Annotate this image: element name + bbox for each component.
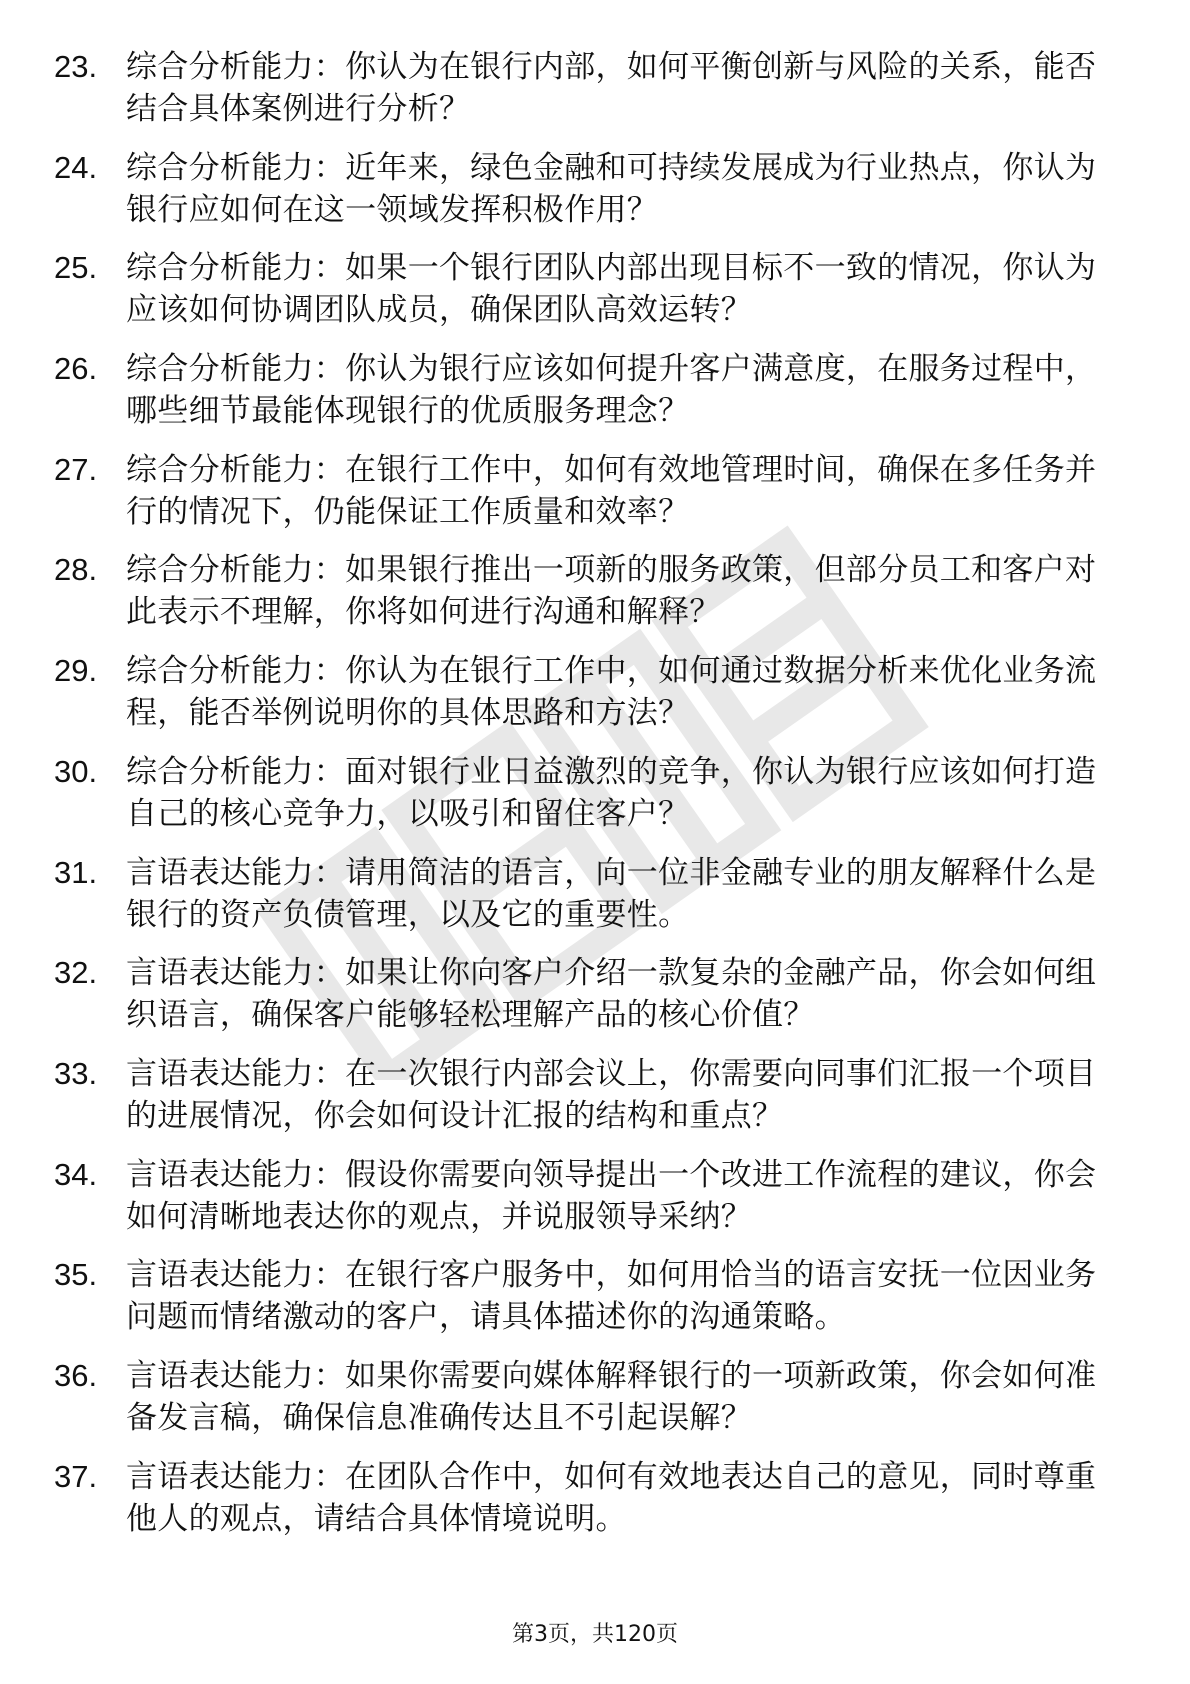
question-text: 综合分析能力：面对银行业日益激烈的竞争，你认为银行应该如何打造自己的核心竞争力，以吸引和留住客户？ — [126, 753, 1097, 832]
question-text: 言语表达能力：在团队合作中，如何有效地表达自己的意见，同时尊重他人的观点，请结合具体情境说明。 — [126, 1458, 1097, 1537]
question-text: 言语表达能力：如果你需要向媒体解释银行的一项新政策，你会如何准备发言稿，确保信息准确传达且不引起误解？ — [126, 1357, 1097, 1436]
question-number: 27. — [54, 451, 98, 487]
question-number: 36. — [54, 1357, 98, 1393]
question-text: 综合分析能力：如果一个银行团队内部出现目标不一致的情况，你认为应该如何协调团队成员，确保团队高效运转？ — [126, 250, 1097, 329]
question-item — [54, 46, 1114, 130]
question-item — [54, 1355, 1114, 1439]
question-number: 34. — [54, 1156, 98, 1192]
question-list — [54, 46, 1114, 1556]
question-number: 37. — [54, 1458, 98, 1494]
question-item — [54, 852, 1114, 936]
question-item — [54, 449, 1114, 533]
question-text: 综合分析能力：你认为在银行工作中，如何通过数据分析来优化业务流程，能否举例说明你的具体思路和方法？ — [126, 653, 1097, 732]
question-number: 28. — [54, 552, 98, 588]
question-item — [54, 348, 1114, 432]
page-footer: 第3页，共120页 — [512, 1622, 678, 1647]
question-text: 综合分析能力：近年来，绿色金融和可持续发展成为行业热点，你认为银行应如何在这一领域发挥积极作用？ — [126, 149, 1097, 228]
question-item — [54, 147, 1114, 231]
question-number: 24. — [54, 149, 98, 185]
question-text: 言语表达能力：如果让你向客户介绍一款复杂的金融产品，你会如何组织语言，确保客户能够轻松理解产品的核心价值？ — [126, 955, 1097, 1034]
question-item — [54, 751, 1114, 835]
question-text: 综合分析能力：在银行工作中，如何有效地管理时间，确保在多任务并行的情况下，仍能保证工作质量和效率？ — [126, 451, 1097, 530]
question-item — [54, 1254, 1114, 1338]
question-text: 言语表达能力：在一次银行内部会议上，你需要向同事们汇报一个项目的进展情况，你会如何设计汇报的结构和重点？ — [126, 1055, 1097, 1134]
question-text: 言语表达能力：在银行客户服务中，如何用恰当的语言安抚一位因业务问题而情绪激动的客户，请具体描述你的沟通策略。 — [126, 1257, 1097, 1336]
question-item — [54, 247, 1114, 331]
question-text: 言语表达能力：请用简洁的语言，向一位非金融专业的朋友解释什么是银行的资产负债管理，以及它的重要性。 — [126, 854, 1097, 933]
question-number: 26. — [54, 351, 98, 387]
question-number: 33. — [54, 1055, 98, 1091]
question-text: 综合分析能力：你认为在银行内部，如何平衡创新与风险的关系，能否结合具体案例进行分析？ — [126, 49, 1097, 127]
question-text: 综合分析能力：如果银行推出一项新的服务政策，但部分员工和客户对此表示不理解，你将如何进行沟通和解释？ — [126, 552, 1097, 631]
question-item — [54, 952, 1114, 1036]
question-item — [54, 1053, 1114, 1137]
question-item — [54, 549, 1114, 633]
question-number: 23. — [54, 49, 98, 84]
question-number: 32. — [54, 955, 98, 991]
question-number: 29. — [54, 653, 98, 689]
question-text: 言语表达能力：假设你需要向领导提出一个改进工作流程的建议，你会如何清晰地表达你的观点，并说服领导采纳？ — [126, 1156, 1097, 1235]
question-text: 综合分析能力：你认为银行应该如何提升客户满意度，在服务过程中，哪些细节最能体现银行的优质服务理念？ — [126, 351, 1097, 430]
question-item — [54, 1456, 1114, 1540]
question-number: 30. — [54, 753, 98, 789]
question-number: 25. — [54, 250, 98, 286]
question-item — [54, 650, 1114, 734]
question-number: 31. — [54, 854, 98, 890]
question-number: 35. — [54, 1257, 98, 1293]
question-item — [54, 1154, 1114, 1238]
